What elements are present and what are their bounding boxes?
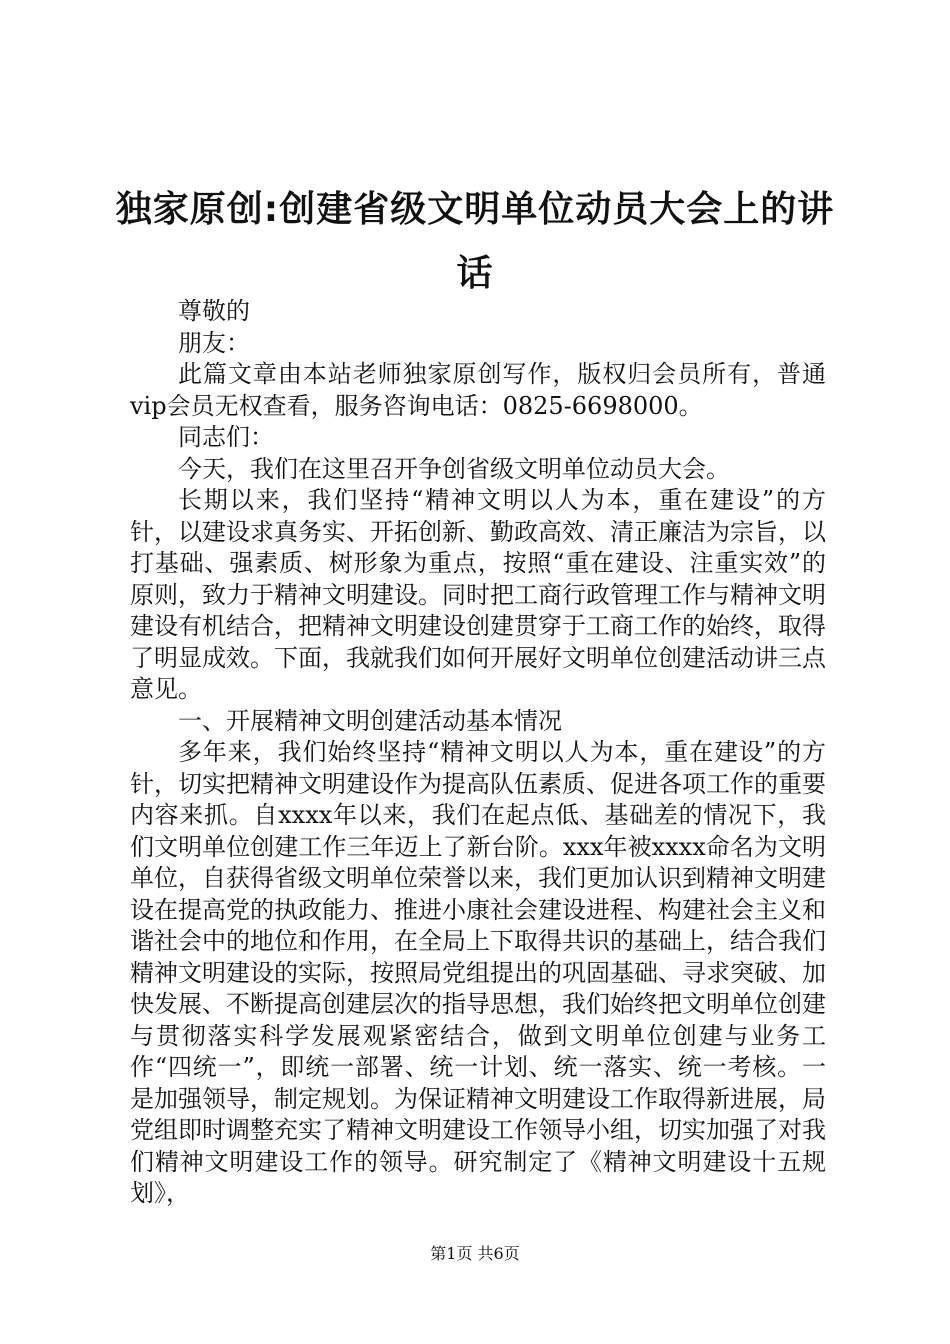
opening-paragraph: 今天，我们在这里召开争创省级文明单位动员大会。 bbox=[178, 454, 730, 483]
page-footer: 第1页 共6页 bbox=[430, 1244, 520, 1263]
salutation-line-1: 尊敬的 bbox=[178, 297, 250, 325]
body-paragraph: 多年来，我们始终坚持“精神文明以人为本，重在建设”的方针，切实把精神文明建设作为提高队伍素质、促进各项工作的重要内容来抓。自xxxx年以来，我们在起点低、基础差的情况下，我们文明单位创建工作三年迈上了新台阶。xxx年被xxxx命名为文明单位，自获得省级文明单位荣誉以来，我们更加认识到精神文明建设在提高党的执政能力、推进小康社会建设进程、构建社会主义和谐社会中的地位和作用，在全局上下取得共识的基础上，结合我们精神文明建设的实际，按照局党组提出的巩固基础、寻求突破、加快发展、不断提高创建层次的指导思想，我们始终把文明单位创建与贯彻落实科学发展观紧密结合，做到文明单位创建与业务工作“四统一”，即统一部署、统一计划、统一落实、统一考核。一是加强领导，制定规划。为保证精神文明建设工作取得新进展，局党组即时调整充实了精神文明建设工作领导小组，切实加强了对我们精神文明建设工作的领导。研究制定了《精神文明建设十五规划》， bbox=[130, 738, 826, 1207]
greeting: 同志们： bbox=[178, 423, 274, 451]
document-body bbox=[130, 296, 826, 1210]
salutation-line-2: 朋友： bbox=[178, 328, 250, 357]
title-line-1: 独家原创:创建省级文明单位动员大会上的讲 bbox=[115, 189, 835, 230]
section-heading: 一、开展精神文明创建活动基本情况 bbox=[178, 706, 562, 735]
title-line-2: 话 bbox=[456, 253, 494, 294]
body-paragraph: 长期以来，我们坚持“精神文明以人为本，重在建设”的方针，以建设求真务实、开拓创新、勤政高效、清正廉洁为宗旨，以打基础、强素质、树形象为重点，按照“重在建设、注重实效”的原则，致力于精神文明建设。同时把工商行政管理工作与精神文明建设有机结合，把精神文明建设创建贯穿于工商工作的始终，取得了明显成效。下面，我就我们如何开展好文明单位创建活动讲三点意见。 bbox=[130, 486, 826, 703]
copyright-notice: 此篇文章由本站老师独家原创写作，版权归会员所有，普通vip会员无权查看，服务咨询电话：0825-6698000。 bbox=[130, 360, 826, 420]
document-title bbox=[100, 178, 850, 306]
